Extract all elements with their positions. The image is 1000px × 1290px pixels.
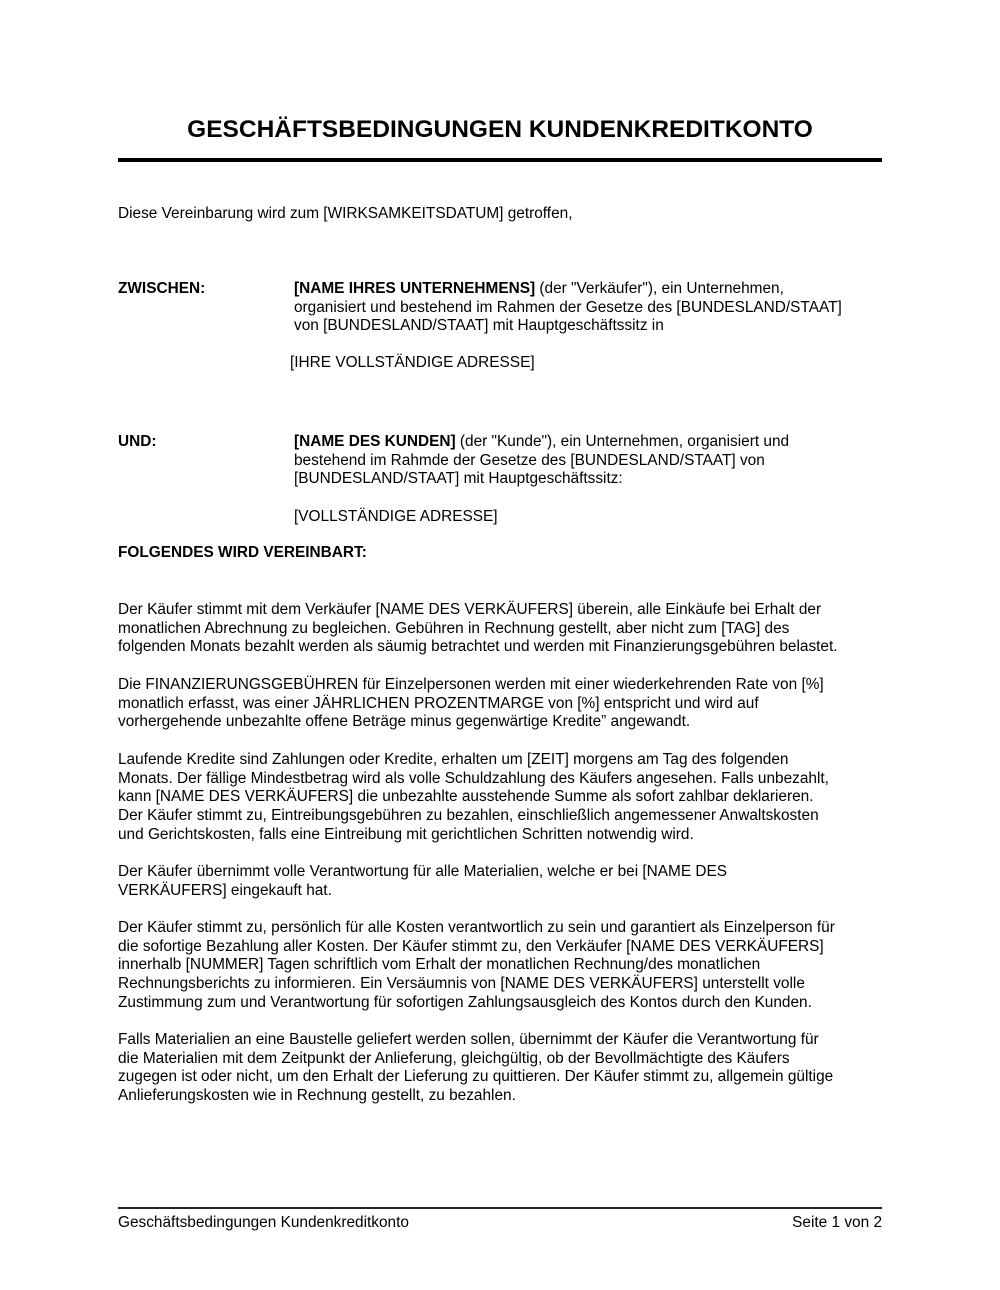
document-title: GESCHÄFTSBEDINGUNGEN KUNDENKREDITKONTO bbox=[187, 116, 813, 143]
paragraph-line: innerhalb [NUMMER] Tagen schriftlich vom Erhalt der monatlichen Rechnung/des monatlichen bbox=[118, 956, 761, 974]
seller-name-placeholder: [NAME IHRES UNTERNEHMENS] bbox=[294, 280, 536, 297]
document-page bbox=[118, 0, 882, 1290]
footer-divider bbox=[118, 1207, 882, 1209]
paragraph-line: Der Käufer stimmt zu, persönlich für alle Kosten verantwortlich zu sein und garantiert als Einzelperson für bbox=[118, 919, 835, 936]
paragraph-line: vorhergehende unbezahlte offene Beträge minus gegenwärtige Kredite” angewandt. bbox=[118, 713, 691, 731]
paragraph-line: Der Käufer übernimmt volle Verantwortung für alle Materialien, welche er bei [NAME DES bbox=[118, 863, 728, 880]
paragraph-line: Falls Materialien an eine Baustelle geliefert werden sollen, übernimmt der Käufer die Verantwortung für bbox=[118, 1031, 819, 1048]
paragraph-line: die Materialien mit dem Zeitpunkt der Anlieferung, gleichgültig, ob der Bevollmächtigte des Käufers bbox=[118, 1049, 790, 1067]
paragraph-line: die sofortige Bezahlung aller Kosten. Der Käufer stimmt zu, den Verkäufer [NAME DES VERKÄUFERS] bbox=[118, 937, 824, 955]
seller-address-placeholder: [IHRE VOLLSTÄNDIGE ADRESSE] bbox=[290, 354, 535, 371]
paragraph-line: VERKÄUFERS] eingekauft hat. bbox=[118, 881, 332, 899]
customer-name-placeholder: [NAME DES KUNDEN] bbox=[294, 433, 456, 450]
seller-party-details bbox=[294, 280, 884, 336]
paragraph-line: kann [NAME DES VERKÄUFERS] die unbezahlte ausstehende Summe als sofort zahlbar deklarieren. bbox=[118, 788, 814, 806]
paragraph-line: zugegen ist oder nicht, um den Erhalt der Lieferung zu quittieren. Der Käufer stimmt zu, allgemein gültige bbox=[118, 1068, 834, 1086]
customer-party-details bbox=[294, 433, 884, 489]
paragraph-line: Der Käufer stimmt mit dem Verkäufer [NAME DES VERKÄUFERS] überein, alle Einkäufe bei Erhalt der bbox=[118, 601, 822, 618]
customer-address-placeholder: [VOLLSTÄNDIGE ADRESSE] bbox=[294, 508, 498, 525]
seller-line-3: von [BUNDESLAND/STAAT] mit Hauptgeschäftssitz in bbox=[294, 317, 664, 335]
intro-text: Diese Vereinbarung wird zum [WIRKSAMKEITSDATUM] getroffen, bbox=[118, 205, 573, 222]
paragraph-current-credits bbox=[118, 751, 884, 845]
paragraph-line: Monats. Der fällige Mindestbetrag wird als volle Schuldzahlung des Käufers angesehen. Falls unbezahlt, bbox=[118, 769, 829, 787]
paragraph-line: Anlieferungskosten wie in Rechnung gestellt, zu bezahlen. bbox=[118, 1087, 516, 1105]
paragraph-line: Die FINANZIERUNGSGEBÜHREN für Einzelpersonen werden mit einer wiederkehrenden Rate von [%] bbox=[118, 676, 824, 693]
seller-line-1 bbox=[294, 280, 884, 299]
paragraph-payment-terms bbox=[118, 601, 884, 657]
title-divider bbox=[118, 158, 882, 162]
paragraph-materials-responsibility bbox=[118, 863, 884, 900]
paragraph-line: monatlich erfasst, was einer JÄHRLICHEN PROZENTMARGE von [%] entspricht und wird auf bbox=[118, 694, 759, 712]
seller-line-1-text: (der "Verkäufer"), ein Unternehmen, bbox=[535, 280, 784, 297]
footer-document-title: Geschäftsbedingungen Kundenkreditkonto bbox=[118, 1214, 409, 1231]
paragraph-line: monatlichen Abrechnung zu begleichen. Gebühren in Rechnung gestellt, aber nicht zum [TAG] des bbox=[118, 619, 790, 637]
customer-party-label: UND: bbox=[118, 433, 157, 450]
paragraph-line: Laufende Kredite sind Zahlungen oder Kredite, erhalten um [ZEIT] morgens am Tag des folgenden bbox=[118, 751, 789, 768]
paragraph-line: und Gerichtskosten, falls eine Eintreibung mit gerichtlichen Schritten notwendig wird. bbox=[118, 825, 694, 843]
paragraph-finance-charges bbox=[118, 676, 884, 732]
paragraph-line: Rechnungsberichts zu informieren. Ein Versäumnis von [NAME DES VERKÄUFERS] unterstellt volle bbox=[118, 975, 805, 993]
seller-line-2: organisiert und bestehend im Rahmen der Gesetze des [BUNDESLAND/STAAT] bbox=[294, 298, 842, 316]
customer-line-3: [BUNDESLAND/STAAT] mit Hauptgeschäftssitz: bbox=[294, 470, 623, 488]
customer-line-1-text: (der "Kunde"), ein Unternehmen, organisiert und bbox=[455, 433, 790, 450]
paragraph-delivery bbox=[118, 1031, 884, 1106]
footer-page-number: Seite 1 von 2 bbox=[792, 1214, 882, 1231]
paragraph-line: folgenden Monats bezahlt werden als säumig betrachtet und werden mit Finanzierungsgebühren belastet. bbox=[118, 638, 838, 656]
customer-line-2: bestehend im Rahmde der Gesetze des [BUNDESLAND/STAAT] von bbox=[294, 451, 765, 469]
paragraph-line: Der Käufer stimmt zu, Eintreibungsgebühren zu bezahlen, einschließlich angemessener Anwaltskosten bbox=[118, 807, 819, 825]
agreed-heading: FOLGENDES WIRD VEREINBART: bbox=[118, 544, 367, 561]
customer-line-1 bbox=[294, 433, 884, 452]
seller-party-label: ZWISCHEN: bbox=[118, 280, 206, 297]
paragraph-personal-guarantee bbox=[118, 919, 884, 1013]
paragraph-line: Zustimmung zum und Verantwortung für sofortigen Zahlungsausgleich des Kontos durch den Kunden. bbox=[118, 993, 812, 1011]
